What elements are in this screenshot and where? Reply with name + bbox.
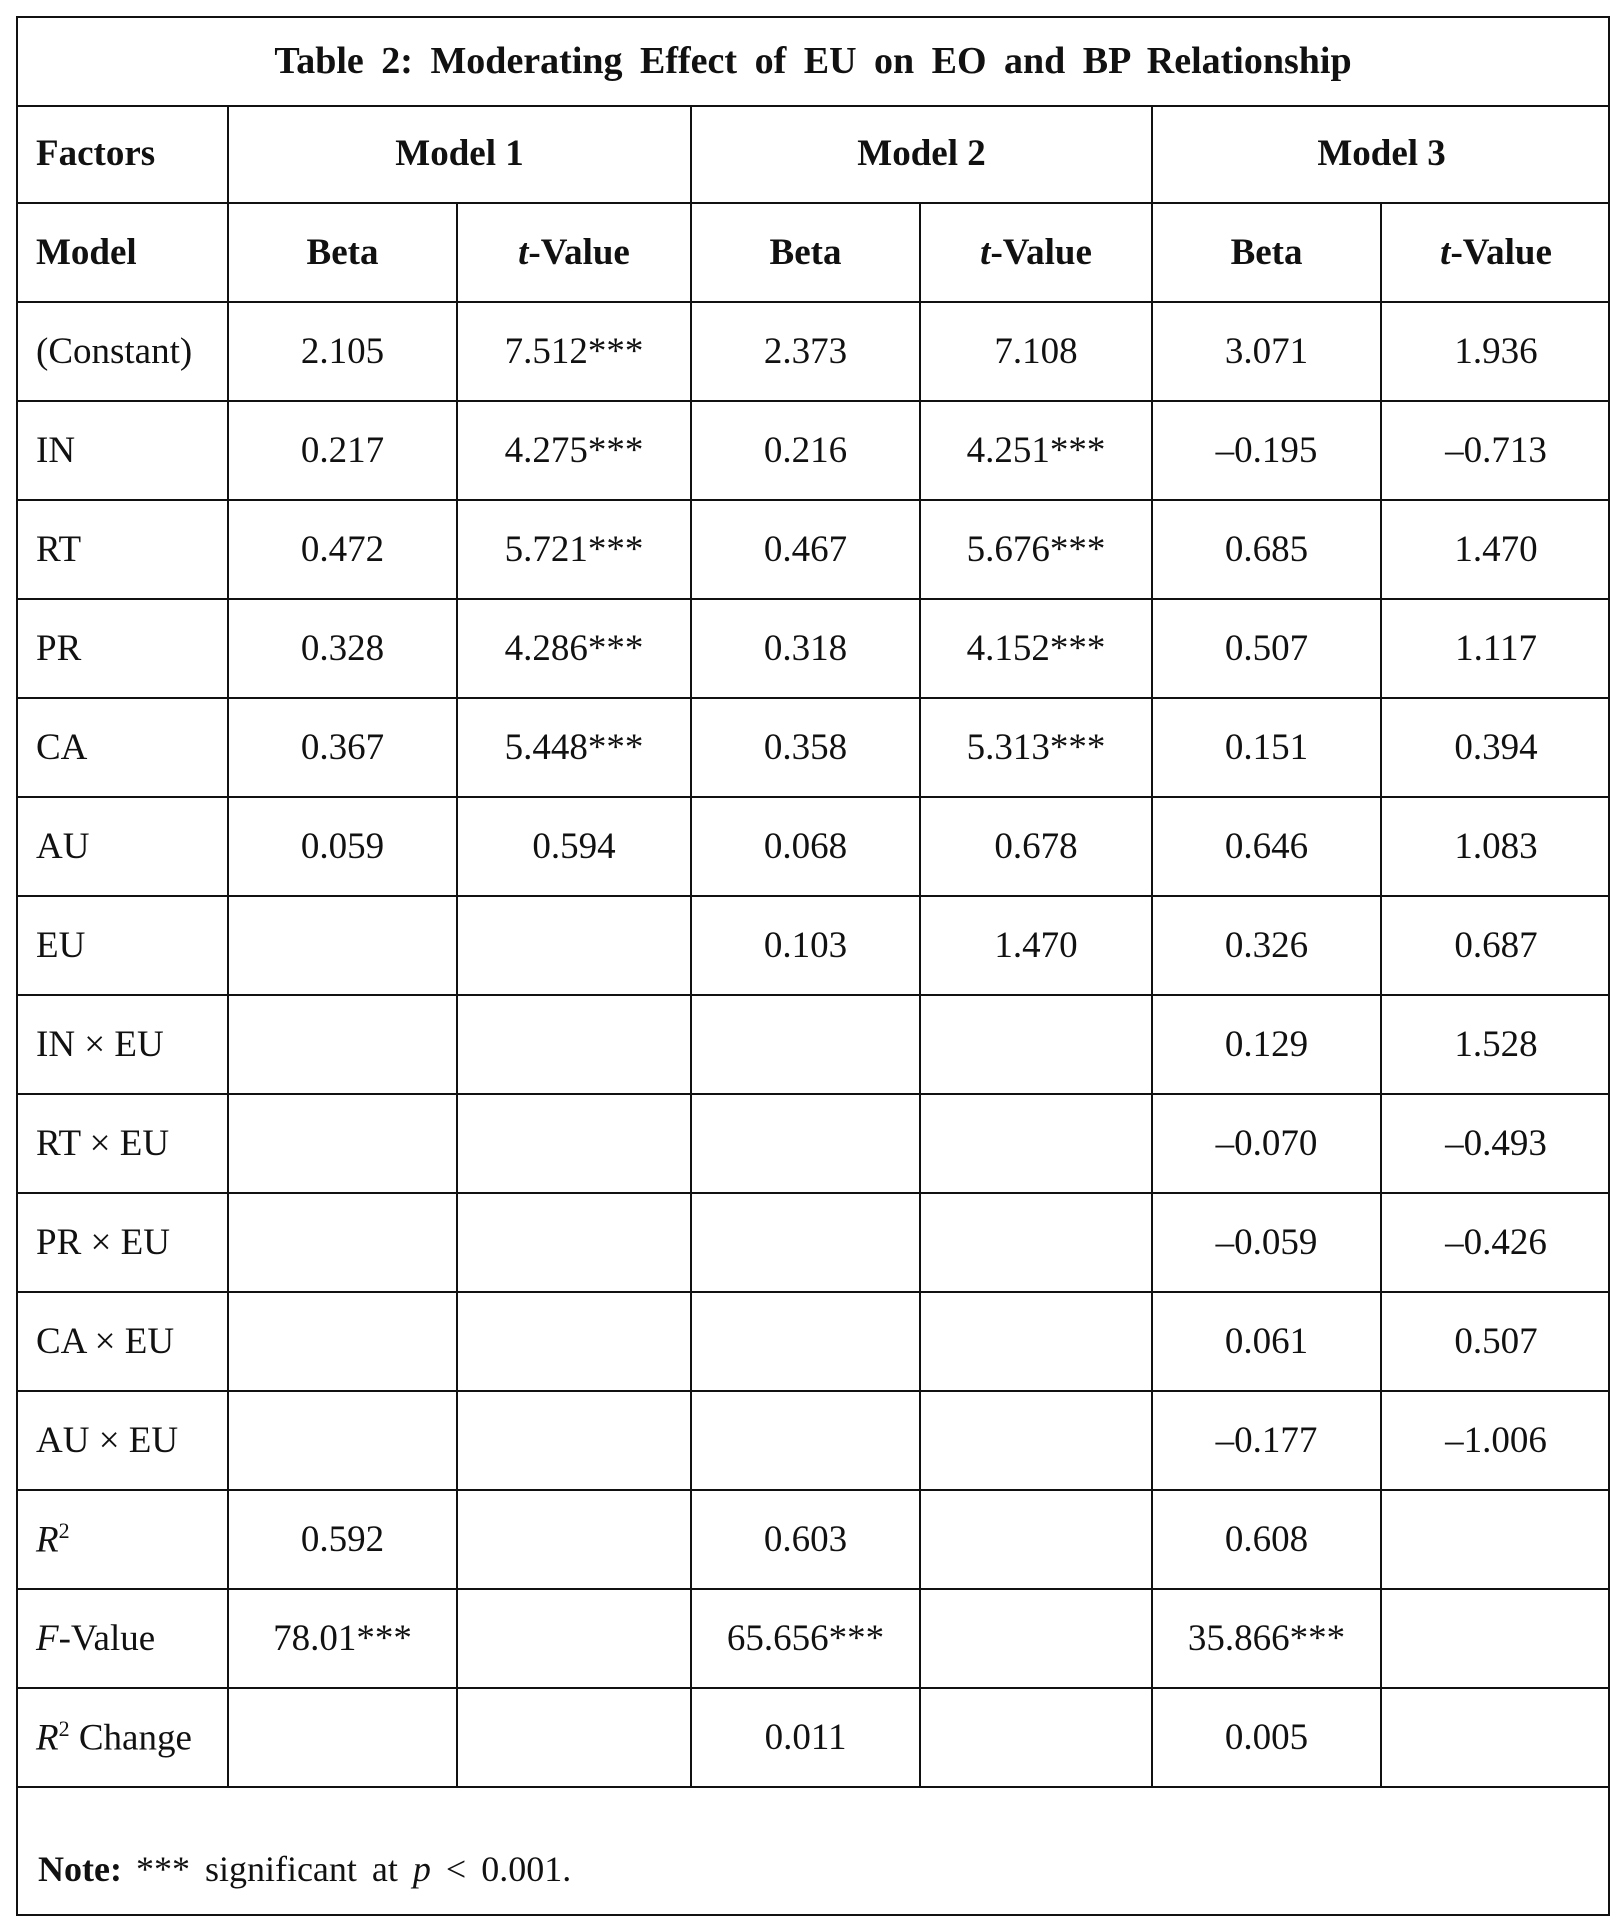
value-cell: 0.394 xyxy=(1381,698,1610,797)
table-row xyxy=(16,302,1610,401)
value-cell: 4.152*** xyxy=(920,599,1152,698)
value-cell: 0.328 xyxy=(228,599,457,698)
value-cell xyxy=(1381,1589,1610,1688)
header-beta: Beta xyxy=(1152,203,1381,302)
value-cell: 4.251*** xyxy=(920,401,1152,500)
header-t-value xyxy=(1381,203,1610,302)
value-cell: 78.01*** xyxy=(228,1589,457,1688)
table-title: Table 2: Moderating Effect of EU on EO and BP Relationship xyxy=(16,16,1610,107)
value-cell: 1.117 xyxy=(1381,599,1610,698)
value-cell: 0.608 xyxy=(1152,1490,1381,1589)
value-cell: –1.006 xyxy=(1381,1391,1610,1490)
value-cell: 1.528 xyxy=(1381,995,1610,1094)
value-cell xyxy=(228,1094,457,1193)
row-label xyxy=(16,1490,228,1589)
value-cell xyxy=(920,1094,1152,1193)
value-cell: –0.059 xyxy=(1152,1193,1381,1292)
value-cell: 0.151 xyxy=(1152,698,1381,797)
value-cell: –0.493 xyxy=(1381,1094,1610,1193)
value-cell: 4.275*** xyxy=(457,401,691,500)
row-label: AU xyxy=(16,797,228,896)
value-cell xyxy=(1381,1490,1610,1589)
value-cell xyxy=(1381,1688,1610,1787)
row-label: CA × EU xyxy=(16,1292,228,1391)
value-cell: 65.656*** xyxy=(691,1589,920,1688)
value-cell: –0.713 xyxy=(1381,401,1610,500)
value-cell: 0.059 xyxy=(228,797,457,896)
value-cell xyxy=(457,1589,691,1688)
t-italic: t xyxy=(1440,232,1451,273)
value-cell: 0.685 xyxy=(1152,500,1381,599)
value-cell: 0.061 xyxy=(1152,1292,1381,1391)
value-cell xyxy=(457,995,691,1094)
value-cell: 5.448*** xyxy=(457,698,691,797)
value-cell xyxy=(228,896,457,995)
value-cell xyxy=(457,1292,691,1391)
value-cell xyxy=(228,1292,457,1391)
value-cell: 2.373 xyxy=(691,302,920,401)
row-label: IN xyxy=(16,401,228,500)
r-squared-symbol: R xyxy=(36,1717,59,1759)
value-cell: –0.195 xyxy=(1152,401,1381,500)
value-cell: 5.676*** xyxy=(920,500,1152,599)
note-label: Note: xyxy=(38,1848,122,1889)
row-label: (Constant) xyxy=(16,302,228,401)
value-cell: 0.646 xyxy=(1152,797,1381,896)
value-cell: 0.011 xyxy=(691,1688,920,1787)
value-cell: 1.470 xyxy=(1381,500,1610,599)
value-cell: 4.286*** xyxy=(457,599,691,698)
row-label: CA xyxy=(16,698,228,797)
row-label: EU xyxy=(16,896,228,995)
row-label: RT xyxy=(16,500,228,599)
value-cell xyxy=(457,1391,691,1490)
value-cell: 0.367 xyxy=(228,698,457,797)
t-italic: t xyxy=(518,232,529,273)
value-cell xyxy=(228,1193,457,1292)
value-cell: 5.721*** xyxy=(457,500,691,599)
stats-row xyxy=(16,1490,1610,1589)
value-cell xyxy=(920,1391,1152,1490)
value-cell: 0.592 xyxy=(228,1490,457,1589)
value-cell xyxy=(920,995,1152,1094)
value-cell xyxy=(228,1391,457,1490)
header-t-value xyxy=(920,203,1152,302)
header-t-value xyxy=(457,203,691,302)
value-cell xyxy=(920,1292,1152,1391)
value-cell xyxy=(920,1490,1152,1589)
value-cell: 0.129 xyxy=(1152,995,1381,1094)
row-label: AU × EU xyxy=(16,1391,228,1490)
t-suffix: -Value xyxy=(990,232,1092,273)
value-cell: 0.216 xyxy=(691,401,920,500)
table-row xyxy=(16,1094,1610,1193)
value-cell xyxy=(228,995,457,1094)
value-cell xyxy=(920,1589,1152,1688)
value-cell xyxy=(457,1688,691,1787)
value-cell xyxy=(457,1490,691,1589)
value-cell: 5.313*** xyxy=(920,698,1152,797)
value-cell: 7.512*** xyxy=(457,302,691,401)
stats-row xyxy=(16,1589,1610,1688)
value-cell: 0.472 xyxy=(228,500,457,599)
value-cell xyxy=(691,1391,920,1490)
table-row xyxy=(16,698,1610,797)
note-text: *** significant at xyxy=(135,1848,398,1889)
value-cell xyxy=(228,1688,457,1787)
header-row-models xyxy=(16,105,1610,203)
value-cell: 0.687 xyxy=(1381,896,1610,995)
value-cell: 0.358 xyxy=(691,698,920,797)
value-cell: 0.507 xyxy=(1381,1292,1610,1391)
table-row xyxy=(16,995,1610,1094)
header-model: Model xyxy=(16,203,228,302)
row-label: PR xyxy=(16,599,228,698)
note-threshold: < 0.001. xyxy=(445,1848,572,1889)
value-cell: 2.105 xyxy=(228,302,457,401)
value-cell xyxy=(457,896,691,995)
value-cell: 0.678 xyxy=(920,797,1152,896)
table-row xyxy=(16,1391,1610,1490)
table-row xyxy=(16,1292,1610,1391)
row-label: PR × EU xyxy=(16,1193,228,1292)
value-cell: –0.177 xyxy=(1152,1391,1381,1490)
value-cell: 0.005 xyxy=(1152,1688,1381,1787)
superscript: 2 xyxy=(58,1715,70,1741)
regression-table xyxy=(16,105,1610,1788)
value-cell: 0.594 xyxy=(457,797,691,896)
table-row xyxy=(16,1193,1610,1292)
table-row xyxy=(16,896,1610,995)
value-cell: 0.326 xyxy=(1152,896,1381,995)
r-squared-symbol: R xyxy=(36,1519,59,1561)
value-cell xyxy=(920,1688,1152,1787)
value-cell: –0.426 xyxy=(1381,1193,1610,1292)
header-model-2: Model 2 xyxy=(691,105,1152,203)
value-cell: 0.318 xyxy=(691,599,920,698)
value-cell xyxy=(457,1094,691,1193)
f-label-rest: -Value xyxy=(58,1618,156,1659)
table-row xyxy=(16,599,1610,698)
row-label: IN × EU xyxy=(16,995,228,1094)
table-note xyxy=(16,1821,1610,1916)
stats-row xyxy=(16,1688,1610,1787)
header-row-stats xyxy=(16,203,1610,302)
table-row xyxy=(16,401,1610,500)
note-variable: p xyxy=(412,1848,431,1889)
value-cell: 0.467 xyxy=(691,500,920,599)
table-row xyxy=(16,500,1610,599)
header-model-1: Model 1 xyxy=(228,105,691,203)
value-cell: 0.507 xyxy=(1152,599,1381,698)
value-cell: 1.083 xyxy=(1381,797,1610,896)
header-beta: Beta xyxy=(228,203,457,302)
value-cell: 0.603 xyxy=(691,1490,920,1589)
value-cell: 1.470 xyxy=(920,896,1152,995)
t-italic: t xyxy=(980,232,991,273)
value-cell xyxy=(920,1193,1152,1292)
value-cell: 0.217 xyxy=(228,401,457,500)
value-cell: 1.936 xyxy=(1381,302,1610,401)
value-cell xyxy=(691,1292,920,1391)
header-factors: Factors xyxy=(16,105,228,203)
value-cell: 7.108 xyxy=(920,302,1152,401)
header-model-3: Model 3 xyxy=(1152,105,1610,203)
t-suffix: -Value xyxy=(528,232,630,273)
f-symbol: F xyxy=(36,1618,59,1659)
value-cell xyxy=(691,1094,920,1193)
header-beta: Beta xyxy=(691,203,920,302)
value-cell xyxy=(691,1193,920,1292)
change-label: Change xyxy=(69,1717,192,1759)
value-cell: 3.071 xyxy=(1152,302,1381,401)
t-suffix: -Value xyxy=(1450,232,1552,273)
value-cell xyxy=(691,995,920,1094)
value-cell: 0.103 xyxy=(691,896,920,995)
value-cell xyxy=(457,1193,691,1292)
value-cell: 0.068 xyxy=(691,797,920,896)
value-cell: 35.866*** xyxy=(1152,1589,1381,1688)
row-label xyxy=(16,1589,228,1688)
table-row xyxy=(16,797,1610,896)
row-label xyxy=(16,1688,228,1787)
value-cell: –0.070 xyxy=(1152,1094,1381,1193)
superscript: 2 xyxy=(58,1517,70,1543)
row-label: RT × EU xyxy=(16,1094,228,1193)
